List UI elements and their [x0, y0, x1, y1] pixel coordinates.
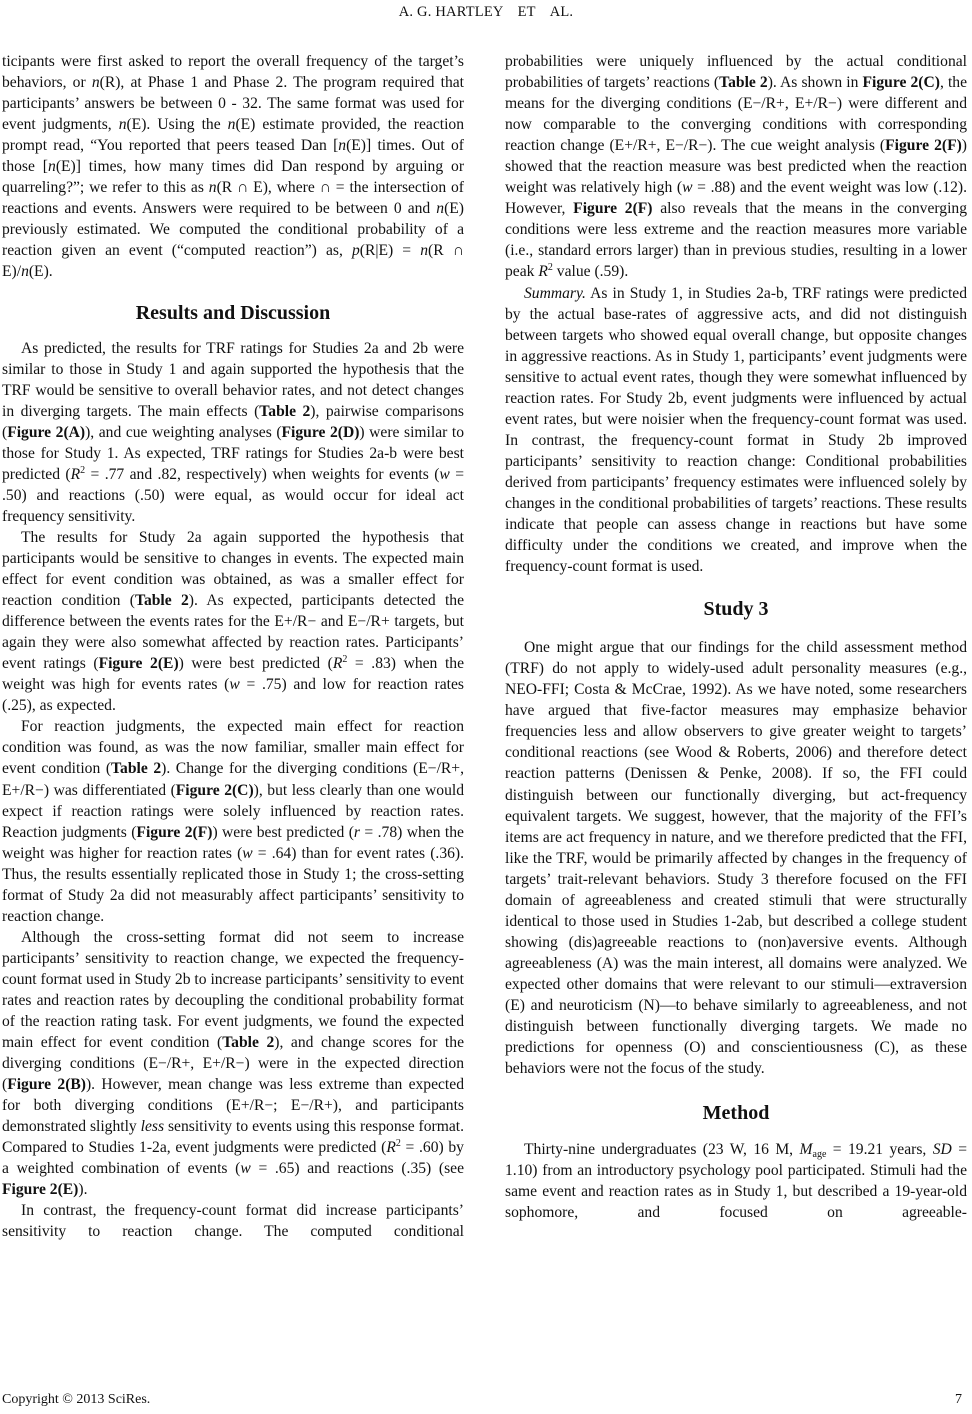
page-number: 7 [955, 1392, 962, 1407]
running-head-authors: A. G. HARTLEY [398, 4, 504, 20]
copyright-footer: Copyright © 2013 SciRes. [2, 1392, 151, 1407]
paragraph-study3-intro: One might argue that our findings for the child assessment method (TRF) do not apply to widely-used adult personality measures (e.g., NEO-FFI; Costa & McCrae, 1992). As we have noted, some researchers have argued that five-factor measures may emphasize behavior frequencies less and allow observers to give greater weight to targets’ conditional reactions (see Wood & Roberts, 2006) and therefore detect reaction patterns (Denissen & Penke, 2008). If so, the FFI could distinguish between our functionally diverging, but act-frequency equivalent targets. We suggest, however, that the majority of the FFI’s items are act frequency in nature, and we therefore predicted that the FFI, like the TRF, would be primarily affected by changes in the frequency of targets’ trait-relevant behaviors. Study 3 therefore focused on the FFI domain of agreeableness and created stimuli that were structurally identical to those used in Studies 1-2ab, but described a college student showing (dis)agreeable reactions to (non)aversive events. Although agreeableness (A) was the main interest, all domains were analyzed. We expected other domains that were relevant to our stimuli—extraversion (E) and neuroticism (N)—to behave similarly to agreeableness, and not distinguish between functionally diverging targets. We made no predictions for openness (O) and conscientiousness (C), as these behaviors were not the focus of the study. [505, 639, 967, 1078]
paragraph-frequency-count: In contrast, the frequency-count format did increase participants’ sensitivity to reaction change. The computed conditional [2, 1202, 464, 1241]
paragraph-method-continued: ticipants were first asked to report the overall frequency of the target’s behaviors, or n(R), at Phase 1 and Phase 2. The program required that participants’ answers be between 0 - 32. The same format was used for event judgments, n(E). Using the n(E) estimate provided, the reaction prompt read, “You reported that peers teased Dan [n(E)] times. Out of those [n(E)] times, how many times did Dan respond by arguing or quarreling?”; we refer to this as n(R ∩ E), where ∩ = the intersection of reactions and events. Answers were required to be between 0 and n(E) previously estimated. We computed the conditional probability of a reaction given an event (“computed reaction”) as, p(R|E) = n(R ∩ E)/n(E). [2, 53, 465, 281]
figure-ref: Figure 2(F) [573, 200, 653, 218]
right-column [505, 51, 967, 1223]
table-ref: Table 2 [111, 760, 162, 778]
table-ref: Table 2 [134, 592, 189, 610]
paragraph-reaction-judgments: For reaction judgments, the expected main effect for reaction condition was found, as was the now familiar, smaller main effect for event condition (Table 2). Change for the diverging conditions (E−/R+, E+/R−) was differentiated (Figure 2(C)), but less clearly than one would expect if reaction ratings were solely influenced by reaction rates. Reaction judgments (Figure 2(F)) were best predicted (r = .78) when the weight was higher for reaction rates (w = .64) than for event rates (.36). Thus, the results essentially replicated those in Study 1; the cross-setting format of Study 2a did not measurably affect participants’ sensitivity to reaction change. [2, 718, 465, 925]
left-column [2, 51, 464, 1243]
paragraph-method-participants: Thirty-nine undergraduates (23 W, 16 M, $M_{age} = 19.21$ years, SD = 1.10) from an introductory psychology pool participated. Stimuli had the same event and reaction rates as in Study 1, but described a 19-year-old sophomore, and focused on agreeable- [505, 1141, 967, 1222]
figure-ref: Figure 2(C) [175, 781, 254, 799]
table-ref: Table 2 [259, 402, 311, 420]
paragraph-study2a-events: The results for Study 2a again supported the hypothesis that participants would be sensitive to changes in events. The expected main effect for event condition was obtained, as was a smaller effect for reaction condition (Table 2). As expected, participants detected the difference between the events rates for the E+/R− and E−/R+ targets, but again they were also somewhat affected by reaction rates. Participants’ event ratings (Figure 2(E)) were best predicted $(R^2 = .83)$ when the weight was high for events rates (w = .75) and low for reaction rates (.25), as expected. [2, 528, 464, 715]
paragraph-cross-setting: Although the cross-setting format did not seem to increase participants’ sensitivity to reaction change, we expected the frequency-count format used in Study 2b to increase participants’ sensitivity to event rates and reaction rates by decoupling the conditional probability format of the reaction rating task. For event judgments, we found the expected main effect for event condition (Table 2), and change scores for the diverging conditions (E−/R+, E+/R−) were in the expected direction (Figure 2(B)). However, mean change was less extreme than expected for both diverging conditions (E+/R−; E−/R+), and participants demonstrated slightly less sensitivity to events using this response format. Compared to Studies 1-2a, event judgments were predicted $(R^2 = .60)$ by a weighted combination of events (w = .65) and reactions (.35) (see Figure 2(E)). [2, 928, 465, 1199]
paragraph-trf-results: As predicted, the results for TRF ratings for Studies 2a and 2b were similar to those in Study 1 and again supported the hypothesis that the TRF would be sensitive to overall behavior rates, and not detect changes in diverging targets. The main effects (Table 2), pairwise comparisons (Figure 2(A)), and cue weighting analyses (Figure 2(D)) were similar to those for Study 1. As expected, TRF ratings for Studies 2a-b were best predicted ($R^2 = .77$ and .82, respectively) when weights for events (w = .50) and reactions (.50) were equal, as would occur for ideal act frequency sensitivity. [2, 339, 465, 525]
running-head [0, 4, 972, 21]
paragraph-summary: Summary. As in Study 1, in Studies 2a-b, TRF ratings were predicted by the actual base-rates of aggressive acts, and did not distinguish between targets who showed equal overall change, but opposite changes in aggressive reactions. As in Study 1, participants’ event judgments were sensitive to actual event rates, though they were somewhat influenced by reaction rates. For Study 2b, event judgments were influenced by actual event rates, but were noisier when the frequency-count format was used. In contrast, the frequency-count format in Study 2b improved participants’ sensitivity to reaction change: Conditional probabilities derived from participants’ frequency estimates were influenced solely by changes in the conditional probabilities of targets’ reactions. These results indicate that people can assess change in reactions but have some difficulty under the conditions we created, and improve when the frequency-count format is used. [505, 284, 967, 576]
figure-ref: Figure 2(E) [98, 655, 179, 673]
figure-ref: Figure 2(C) [862, 74, 940, 92]
figure-ref: Figure 2(F) [136, 823, 213, 841]
paragraph-conditional-probabilities: probabilities were uniquely influenced by the actual conditional probabilities of targets’ reactions (Table 2). As shown in Figure 2(C), the means for the diverging conditions (E−/R+, E+/R−) were different and now comparable to the converging conditions with corresponding reaction change (E+/R+, E−/R−). The cue weight analysis (Figure 2(F)) showed that the reaction measure was best predicted when the reaction weight was relatively high (w = .88) and the event weight was low (.12). However, Figure 2(F) also reveals that the means in the converging conditions were less extreme and the reaction measures more variable (i.e., standard errors larger) than in previous studies, resulting in a lower peak $R^2$ value (.59). [505, 53, 968, 281]
figure-ref: Figure 2(F) [885, 137, 962, 155]
figure-ref: Figure 2(A) [7, 423, 86, 441]
section-heading-study3: Study 3 [703, 598, 769, 621]
running-head-et: ET [517, 4, 536, 20]
section-heading-results: Results and Discussion [135, 301, 331, 324]
figure-ref: Figure 2(B) [7, 1076, 86, 1094]
table-ref: Table 2 [719, 74, 768, 92]
table-ref: Table 2 [222, 1034, 275, 1052]
running-head-al: AL. [549, 4, 574, 20]
summary-label: Summary. [524, 284, 586, 302]
figure-ref: Figure 2(E) [2, 1181, 79, 1199]
figure-ref: Figure 2(D) [281, 423, 360, 441]
section-heading-method: Method [702, 1102, 770, 1125]
